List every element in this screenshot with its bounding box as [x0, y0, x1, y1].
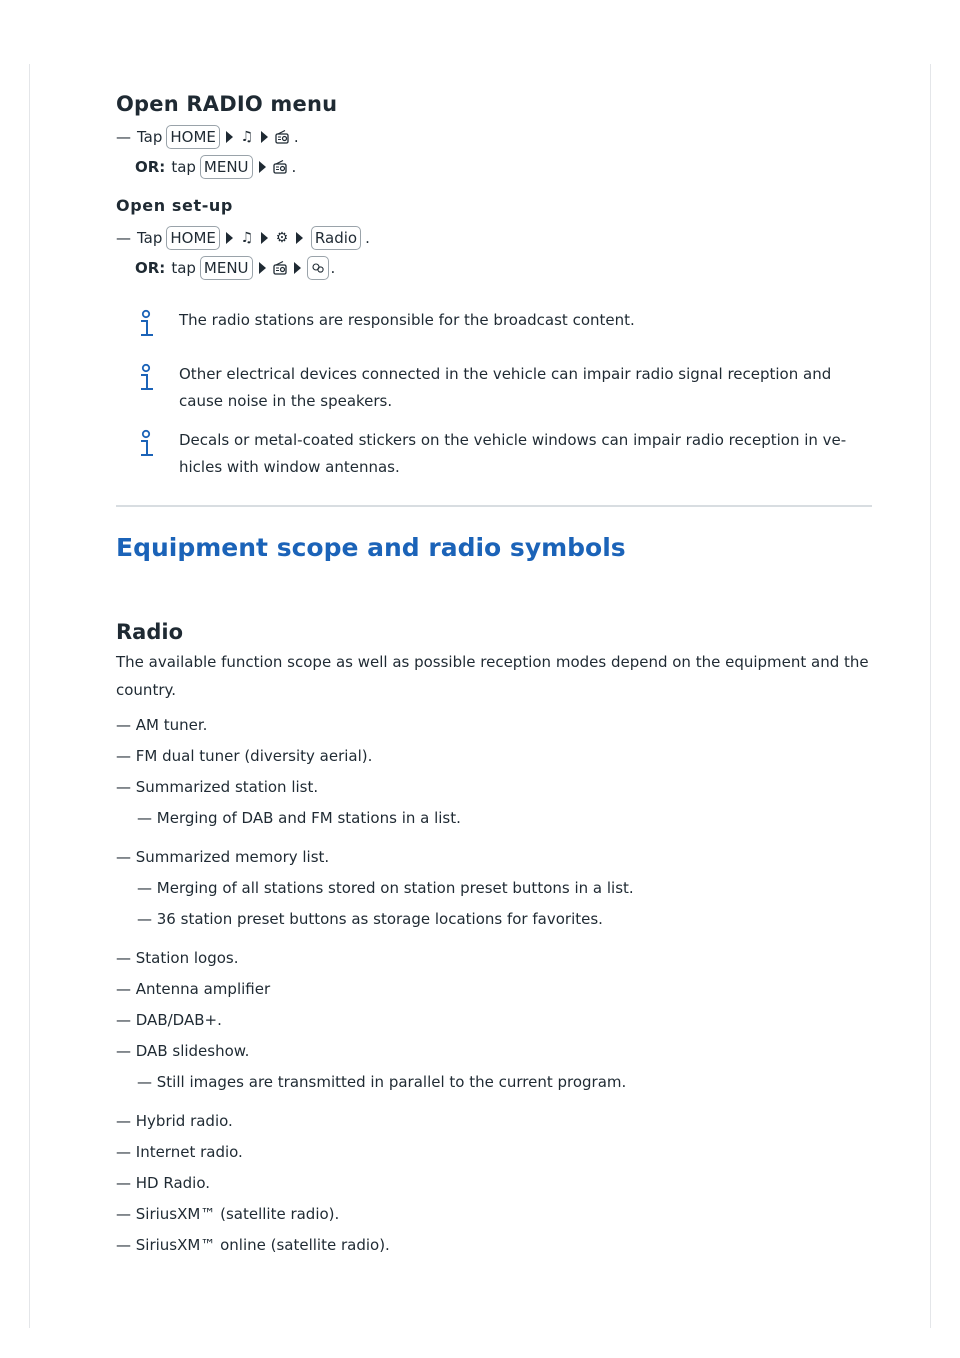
- arrow-right-icon: [261, 131, 268, 143]
- radio-intro: The available function scope as well as possible reception modes depend on the equipment and the country.: [116, 653, 869, 699]
- info-icon: [136, 429, 158, 459]
- period: .: [291, 158, 297, 176]
- period: .: [293, 128, 299, 146]
- note-text: Decals or metal-coated stickers on the vehicle windows can impair radio reception in ve-hicles with window antennas.: [179, 431, 847, 476]
- list-item: — FM dual tuner (diversity aerial).: [116, 747, 373, 765]
- step-prefix: Tap: [137, 128, 163, 146]
- list-item: — Antenna amplifier: [116, 980, 271, 998]
- list-item: — Station logos.: [116, 949, 239, 967]
- list-item: — Internet radio.: [116, 1143, 243, 1161]
- page-border-right: [930, 64, 931, 1328]
- dash: —: [116, 229, 131, 247]
- note-window-decals: [136, 427, 872, 481]
- note-broadcast-content: [136, 307, 872, 339]
- music-note-icon[interactable]: ♫: [240, 230, 254, 246]
- list-item: — Summarized station list.: [116, 778, 319, 796]
- arrow-right-icon: [294, 262, 301, 274]
- home-key[interactable]: HOME: [166, 125, 220, 149]
- step-prefix: tap: [171, 259, 196, 277]
- step-prefix: tap: [171, 158, 196, 176]
- or-label: OR:: [135, 158, 166, 176]
- list-item: — DAB/DAB+.: [116, 1011, 222, 1029]
- gear-icon[interactable]: ⚙: [275, 230, 289, 246]
- period: .: [365, 229, 370, 247]
- list-item: — AM tuner.: [116, 716, 208, 734]
- open-setup-step-home: [116, 223, 872, 253]
- sub-list-item: — Merging of all stations stored on station preset buttons in a list.: [137, 879, 634, 897]
- radio-settings-icon[interactable]: [307, 256, 329, 280]
- list-item: — DAB slideshow.: [116, 1042, 250, 1060]
- radio-key[interactable]: Radio: [311, 226, 361, 250]
- arrow-right-icon: [226, 131, 233, 143]
- note-electrical-devices: [136, 361, 872, 415]
- menu-key[interactable]: MENU: [200, 155, 253, 179]
- list-item: — SiriusXM™ online (satellite radio).: [116, 1236, 390, 1254]
- arrow-right-icon: [226, 232, 233, 244]
- page-content: [116, 92, 872, 1261]
- open-setup-step-menu: [116, 253, 872, 283]
- or-label: OR:: [135, 259, 166, 277]
- sub-list-item: — Still images are transmitted in parallel to the current program.: [137, 1073, 627, 1091]
- note-text: The radio stations are responsible for the broadcast content.: [179, 311, 635, 329]
- arrow-right-icon: [259, 161, 266, 173]
- list-item: — HD Radio.: [116, 1174, 211, 1192]
- dash: —: [116, 128, 131, 146]
- radio-heading: Radio: [116, 620, 183, 644]
- list-item: — SiriusXM™ (satellite radio).: [116, 1205, 340, 1223]
- list-item: — Summarized memory list.: [116, 848, 330, 866]
- info-icon: [136, 363, 158, 393]
- radio-icon[interactable]: [270, 258, 290, 278]
- sub-list-item: — Merging of DAB and FM stations in a list.: [137, 809, 461, 827]
- open-radio-step-home: [116, 122, 872, 152]
- open-setup-heading: Open set-up: [116, 196, 233, 215]
- period: .: [330, 259, 336, 277]
- arrow-right-icon: [259, 262, 266, 274]
- music-note-icon[interactable]: ♫: [240, 129, 254, 145]
- arrow-right-icon: [261, 232, 268, 244]
- menu-key[interactable]: MENU: [200, 256, 253, 280]
- open-radio-heading: Open RADIO menu: [116, 92, 338, 116]
- open-radio-step-menu: [116, 152, 872, 182]
- radio-icon[interactable]: [272, 127, 292, 147]
- arrow-right-icon: [296, 232, 303, 244]
- section-title: Equipment scope and radio symbols: [116, 533, 626, 562]
- home-key[interactable]: HOME: [166, 226, 220, 250]
- sub-list-item: — 36 station preset buttons as storage locations for favorites.: [137, 910, 603, 928]
- note-text: Other electrical devices connected in the vehicle can impair radio signal reception and cause noise in the speakers.: [179, 365, 832, 410]
- step-prefix: Tap: [137, 229, 163, 247]
- radio-icon[interactable]: [270, 157, 290, 177]
- info-icon: [136, 309, 158, 339]
- page-border-left: [29, 64, 30, 1328]
- list-item: — Hybrid radio.: [116, 1112, 233, 1130]
